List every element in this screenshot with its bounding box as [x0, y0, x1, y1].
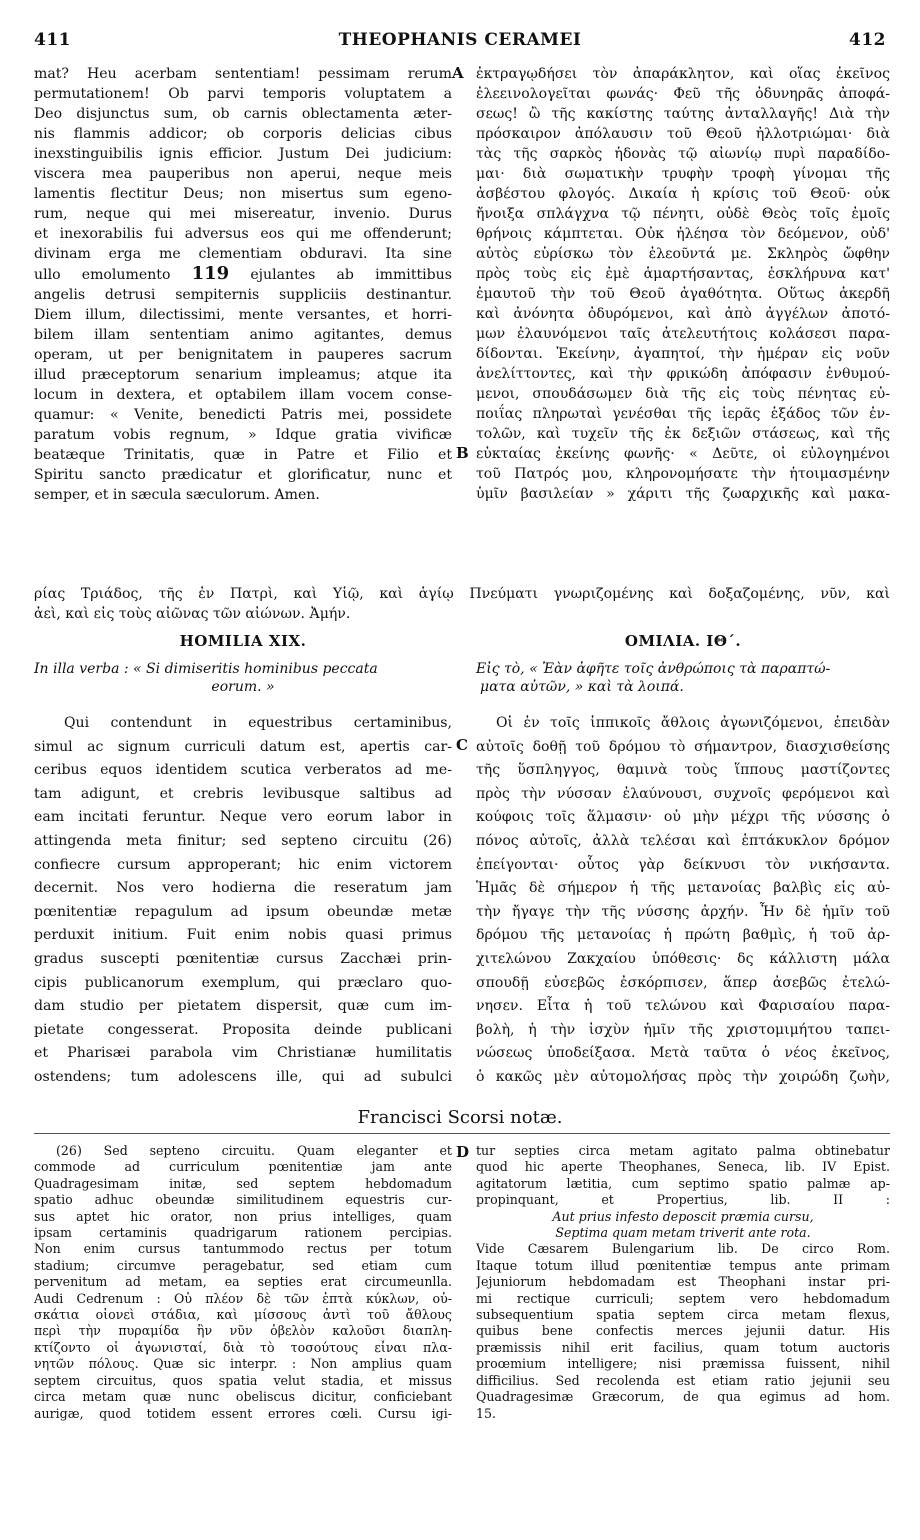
margin-marker-a: A: [452, 64, 464, 82]
text-line: viscera mea pauperibus non aperui, neque meis: [34, 166, 452, 182]
notes-divider: [34, 1133, 890, 1134]
text-line: pietate congesserat. Proposita deinde publicani: [34, 1021, 452, 1038]
text-line: νησεν. Εἶτα ἡ τοῦ τελώνου καὶ Φαρισαίου παρα-: [476, 998, 890, 1015]
text-line: σκάτια οἱονεὶ στάδια, καὶ μίσσους ἀντὶ τοῦ ἄθλους: [34, 1307, 452, 1323]
text-line: νώσεως ὑποδείξασα. Μετὰ ταῦτα ὁ νέος ἐκεῖνος,: [476, 1045, 890, 1062]
text-line: τῆς ὕσπληγγος, θαμινὰ τοὺς ἵππους μαστίζοντες: [476, 762, 890, 779]
notes-left-column: [34, 1143, 452, 1422]
text-line: Septima quam metam triverit ante rota.: [555, 1225, 811, 1241]
text-line: τοῦ Πατρός μου, κληρονομήσατε τὴν ἡτοιμασμένην: [476, 466, 890, 482]
text-line: Spiritu sancto prædicatur et glorificatur, nunc et: [34, 467, 452, 483]
text-line: Ἡμᾶς δὲ σήμερον ἡ τῆς μετανοίας βαλβὶς εἰς αὐ-: [476, 880, 890, 897]
text-line: dam studio per pietatem dispersit, quæ cum im-: [34, 998, 452, 1015]
text-line: pœnitentiæ repagulum ad ipsum obeundæ metæ: [34, 903, 452, 920]
text-line: eam incitati feruntur. Neque vero eorum labor in: [34, 809, 452, 826]
text-line: commode ad curriculum pœnitentiæ jam ante: [34, 1159, 452, 1175]
text-line: sus aptet hic orator, non prius intelliges, quam: [34, 1208, 452, 1224]
text-line: καὶ ἀνόνητα ὀδυρόμενοι, καὶ ἀπὸ ἀγγέλων ἀποτό-: [476, 306, 890, 322]
text-line: mi rectique curriculi; septem vero hebdomadum: [476, 1290, 890, 1306]
text-line: θρήνοις κάμπτεται. Οὐκ ἠλέησα τὸν δεόμενον, οὐδ': [476, 226, 890, 242]
text-line: Non enim cursus tantummodo rectus per totum: [34, 1241, 452, 1257]
text-line: πόνος αὐτοῖς, ἀλλὰ τελέσαι καὶ ἑπτάκυκλον δρόμον: [476, 832, 890, 849]
latin-homily-column: [34, 712, 452, 1090]
text-line: quibus bene confectis merces jejunii datur. His: [476, 1323, 890, 1339]
text-line: aurigæ, quod totidem essent errores cœli. Cursu igi-: [34, 1405, 452, 1421]
text-line: semper, et in sæcula sæculorum. Amen.: [34, 487, 320, 503]
margin-marker-c: C: [456, 736, 468, 754]
text-line: et Pharisæi parabola vim Christianæ humilitatis: [34, 1045, 452, 1062]
text-line: angelis detrusi sempiternis suppliciis destinantur.: [34, 287, 452, 303]
text-line: operam, ut per benignitatem in pauperes sacrum: [34, 347, 452, 363]
text-line: αὐτὸς εὑρίσκω τὸν ἐλεοῦντά με. Σκληρὸς ὤφθην: [476, 246, 890, 262]
text-line: ὑμῖν βασιλείαν » χάριτι τῆς ζωαρχικῆς καὶ μακα-: [476, 486, 890, 502]
text-line: mat? Heu acerbam sententiam! pessimam rerum: [34, 66, 452, 82]
text-line: confiecre cursum approperant; hic enim victorem: [34, 856, 452, 873]
text-line: ἀεὶ, καὶ εἰς τοὺς αἰῶνας τῶν αἰώνων. Ἀμήν.: [34, 606, 351, 622]
text-line: νητῶν πόλους. Quæ sic interpr. : Non amplius quam: [34, 1356, 452, 1372]
text-line: Vide Cæsarem Bulengarium lib. De circo Rom.: [476, 1241, 890, 1257]
text-line: paratum vobis regnum, » Idque gratia vivificæ: [34, 427, 452, 443]
text-line: μων ἐλαυνόμενοι ταῖς ἀτελευτήτοις κολάσεσι παρα-: [476, 326, 890, 342]
running-title: THEOPHANIS CERAMEI: [338, 30, 582, 50]
text-line: Deo disjunctus sum, ob carnis oblectamenta æter-: [34, 106, 452, 122]
text-line: locum in dextera, et optabilem illam vocem conse-: [34, 387, 452, 403]
greek-homily-column: [476, 712, 890, 1090]
homily-greek-subtitle-line-1: Εἰς τὸ, « Ἐὰν ἀφῆτε τοῖς ἀνθρώποις τὰ παραπτώ-: [476, 661, 831, 677]
text-line: δίδονται. Ἐκείνην, ἀγαπητοί, τὴν ἡμέραν εἰς νοῦν: [476, 346, 890, 362]
text-line: Quadragesimæ Græcorum, de qua egimus ad hom.: [476, 1389, 890, 1405]
text-line: κούφοις τοῖς ἅλμασιν· οὐ μὴν μέχρι τῆς νύσσης ὁ: [476, 809, 890, 826]
running-header: [34, 30, 886, 56]
text-line: ὁ κακῶς μὲν αὐτομολήσας πρὸς τὴν χοιρώδη ζωὴν,: [476, 1068, 890, 1085]
homily-latin-subtitle-line-2: eorum. »: [211, 679, 275, 695]
page-number-right: 412: [849, 30, 886, 50]
text-line: ἀνελίττοντες, καὶ τὴν φρικώδη ἀπόφασιν ἐνθυμού-: [476, 366, 890, 382]
text-line: βολὴ, ἡ τὴν ἰσχὺν ἡμῖν τῆς χριστομιμήτου ταπει-: [476, 1021, 890, 1038]
text-line: ostendens; tum adolescens ille, qui ad subulci: [34, 1068, 452, 1085]
text-line: τὴν ἤγαγε τὴν τῆς νύσσης ἀρχήν. Ἦν δὲ ἡμῖν τοῦ: [476, 903, 890, 920]
text-line: ἐμαυτοῦ τὴν τοῦ Θεοῦ ἀγαθότητα. Οὕτως ἀκερδῆ: [476, 286, 890, 302]
text-line: simul ac signum curriculi datum est, apertis car-: [34, 738, 452, 755]
text-line: Quadragesimam initæ, sed septem hebdomadum: [34, 1175, 452, 1191]
latin-column-top: [34, 64, 452, 505]
text-line: ἐκτραγῳδήσει τὸν ἀπαράκλητον, καὶ οἵας ἐκεῖνος: [476, 66, 890, 82]
text-line: Jejuniorum hebdomadam est Theophani instar pri-: [476, 1274, 890, 1290]
greek-column-top: [476, 64, 890, 504]
text-fragment: ejulantes ab immittibus: [229, 267, 452, 283]
text-line: τολῶν, καὶ τυχεῖν τῆς ἐκ δεξιῶν στάσεως, καὶ τῆς: [476, 426, 890, 442]
text-line: ρίας Τριάδος, τῆς ἐν Πατρὶ, καὶ Υἱῷ, καὶ ἁγίῳ Πνεύματι γνωριζομένης καὶ δοξαζομένης, νῦν, καὶ: [34, 586, 890, 602]
column-number: 119: [191, 264, 230, 284]
text-line: rum, neque qui mei misereatur, invenio. Durus: [34, 206, 452, 222]
margin-marker-b: B: [456, 444, 469, 462]
text-line-with-number: [34, 264, 452, 285]
homily-latin-title: HOMILIA XIX.: [179, 632, 307, 650]
text-line: bilem illam sententiam animo agitantes, demus: [34, 327, 452, 343]
text-line: proœmium intelligere; nisi præmissa fuissent, nihil: [476, 1356, 890, 1372]
text-line: cipis publicanorum exemplum, qui præclaro quo-: [34, 974, 452, 991]
text-line: ἐλεεινολογεῖται φωνάς· Φεῦ τῆς ὀδυνηρᾶς ἀποφά-: [476, 86, 890, 102]
text-line: ipsam certaminis quadrigarum rationem percipias.: [34, 1225, 452, 1241]
page-number-left: 411: [34, 30, 71, 50]
text-line: propinquant, et Propertius, lib. II :: [476, 1192, 890, 1208]
text-line: spatio adhuc obeundæ similitudinem equestris cur-: [34, 1192, 452, 1208]
homily-greek-title: ΟΜΙΛΙΑ. ΙΘ΄.: [624, 632, 742, 650]
text-line: pervenitum ad metam, ea septies erat circumeunlla.: [34, 1274, 452, 1290]
text-line: præmissis nihil erit facilius, quam totum auctoris: [476, 1339, 890, 1355]
text-line: Οἱ ἐν τοῖς ἱππικοῖς ἄθλοις ἀγωνιζόμενοι, ἐπειδὰν: [496, 715, 890, 731]
text-line: beatæque Trinitatis, quæ in Patre et Filio et: [34, 447, 452, 463]
text-line: εὐκταίας ἐκείνης φωνῆς· « Δεῦτε, οἱ εὐλογημένοι: [476, 446, 890, 462]
text-line: illud præceptorum senarium impleamus; atque ita: [34, 367, 452, 383]
text-line: πρὸς τὴν νύσσαν ἐλαύνουσι, συχνοῖς φερόμενοι καὶ: [476, 785, 890, 802]
text-line: 15.: [476, 1405, 497, 1421]
notes-right-column: [476, 1143, 890, 1422]
text-line: αὐτοῖς δοθῇ τοῦ δρόμου τὸ σήμαντρον, διασχισθείσης: [476, 738, 890, 755]
text-line: inexstinguibilis ignis efficior. Justum Dei judicium:: [34, 146, 452, 162]
text-line: divinam erga me clementiam obduravi. Ita sine: [34, 246, 452, 262]
text-line: decernit. Nos vero hodierna die reseratum jam: [34, 880, 452, 897]
text-line: septem circuitus, quos spatia velut stadia, et missus: [34, 1372, 452, 1388]
text-line: ποιΐας πληρωταὶ γενέσθαι τῆς ἱερᾶς ἑξάδος τῶν ἐν-: [476, 406, 890, 422]
text-line: tam adigunt, et crebris levibusque saltibus ad: [34, 785, 452, 802]
text-line: lamentis flectitur Deus; non misertus sum egeno-: [34, 186, 452, 202]
text-line: τὰς τῆς σαρκὸς ἡδονὰς τῷ αἰωνίῳ πυρὶ παραδίδο-: [476, 146, 890, 162]
text-line: σεως! ὢ τῆς κακίστης ταύτης ἀνταλλαγῆς! Διὰ τὴν: [476, 106, 890, 122]
text-line: quod hic aperte Theophanes, Seneca, lib. IV Epist.: [476, 1159, 890, 1175]
homily-latin-subtitle-line-1: In illa verba : « Si dimiseritis hominibus peccata: [34, 661, 378, 677]
text-line: agitatorum lætitia, cum septimo spatio palmæ ap-: [476, 1175, 890, 1191]
text-line: et inexorabilis fui adversus eos qui me offenderunt;: [34, 226, 452, 242]
text-line: Aut prius infesto deposcit præmia cursu,: [552, 1208, 814, 1224]
text-line: ceribus equos identidem scutica verberatos ad me-: [34, 762, 452, 779]
text-line: perduxit initium. Fuit enim nobis quasi primus: [34, 927, 452, 944]
margin-marker-d: D: [456, 1143, 470, 1161]
text-line: difficilius. Sed recolenda est etiam ratio jejunii seu: [476, 1372, 890, 1388]
text-line: subsequentium spatia septem circa metam flexus,: [476, 1307, 890, 1323]
text-line: Qui contendunt in equestribus certaminibus,: [64, 715, 452, 731]
text-line: Diem illum, dilectissimi, mente versantes, et horri-: [34, 307, 452, 323]
text-line: δρόμου τῆς μετανοίας ἡ πρώτη βαθμὶς, ἡ τοῦ ἀρ-: [476, 927, 890, 944]
text-line: χιτελώνου Ζακχαίου ὑπόθεσις· δς κάλλιστη μάλα: [476, 950, 890, 967]
text-line: σπουδῇ εὐσεβῶς ἐσκόρπισεν, ἅπερ ἀσεβῶς ἐτελώ-: [476, 974, 890, 991]
text-line: (26) Sed septeno circuitu. Quam eleganter et: [56, 1143, 452, 1158]
text-fragment: ullo emolumento: [34, 267, 192, 283]
text-line: tur septies circa metam agitato palma obtinebatur: [476, 1143, 890, 1158]
text-line: permutationem! Ob parvi temporis voluptatem a: [34, 86, 452, 102]
text-line: ἤνοιξα σπλάγχνα τῷ πένητι, οὐδὲ Θεὸς τοῖς ἐμοῖς: [476, 206, 890, 222]
text-line: μενοι, σπουδάσωμεν διὰ τῆς εἰς τοὺς πένητας εὐ-: [476, 386, 890, 402]
homily-latin-subtitle: [34, 660, 452, 696]
text-line: gradus suscepti pœnitentiæ cursus Zacchæi prin-: [34, 950, 452, 967]
text-line: ἀσβέστου φλογός. Δικαία ἡ κρίσις τοῦ Θεοῦ· οὐκ: [476, 186, 890, 202]
text-line: circa metam quæ nunc obeliscus dicitur, conficiebant: [34, 1389, 452, 1405]
homily-greek-subtitle-line-2: ματα αὐτῶν, » καὶ τὰ λοιπά.: [480, 679, 684, 695]
notes-title: Francisci Scorsi notæ.: [357, 1107, 563, 1128]
text-line: ἐπείγονται· οὗτος γὰρ δείκνυσι τὸν νικήσαντα.: [476, 856, 890, 873]
text-line: Audi Cedrenum : Οὐ πλέον δὲ τῶν ἑπτὰ κύκλων, οὐ-: [34, 1290, 452, 1306]
greek-fullwidth-continuation: [34, 584, 890, 624]
text-line: attingenda meta finitur; sed septeno circuitu (26): [34, 832, 452, 849]
homily-greek-subtitle: [476, 660, 890, 696]
text-line: nis flammis addicor; ob corporis delicias cibus: [34, 126, 452, 142]
text-line: πρόσκαιρον ἀπόλαυσιν τοῦ Θεοῦ ἠλλοτριώμαι· διὰ: [476, 126, 890, 142]
text-line: Itaque totum illud pœnitentiæ tempus ante primam: [476, 1257, 890, 1273]
text-line: quamur: « Venite, benedicti Patris mei, possidete: [34, 407, 452, 423]
text-line: μαι· διὰ σωματικὴν τρυφὴν τροφὴ γίνομαι τῆς: [476, 166, 890, 182]
text-line: πρὸς τοὺς εἰς ἐμὲ ἁμαρτήσαντας, ἐσκλήρυνα κατ': [476, 266, 890, 282]
text-line: stadium; circumve peragebatur, sed etiam cum: [34, 1257, 452, 1273]
text-line: κτίζοντο οἱ ἀγωνισταί, διὰ τὸ τοσούτους εἶναι πλα-: [34, 1339, 452, 1355]
text-line: περὶ τὴν πυραμίδα ἣν νῦν ὀβελὸν καλοῦσι διαπλη-: [34, 1323, 452, 1339]
